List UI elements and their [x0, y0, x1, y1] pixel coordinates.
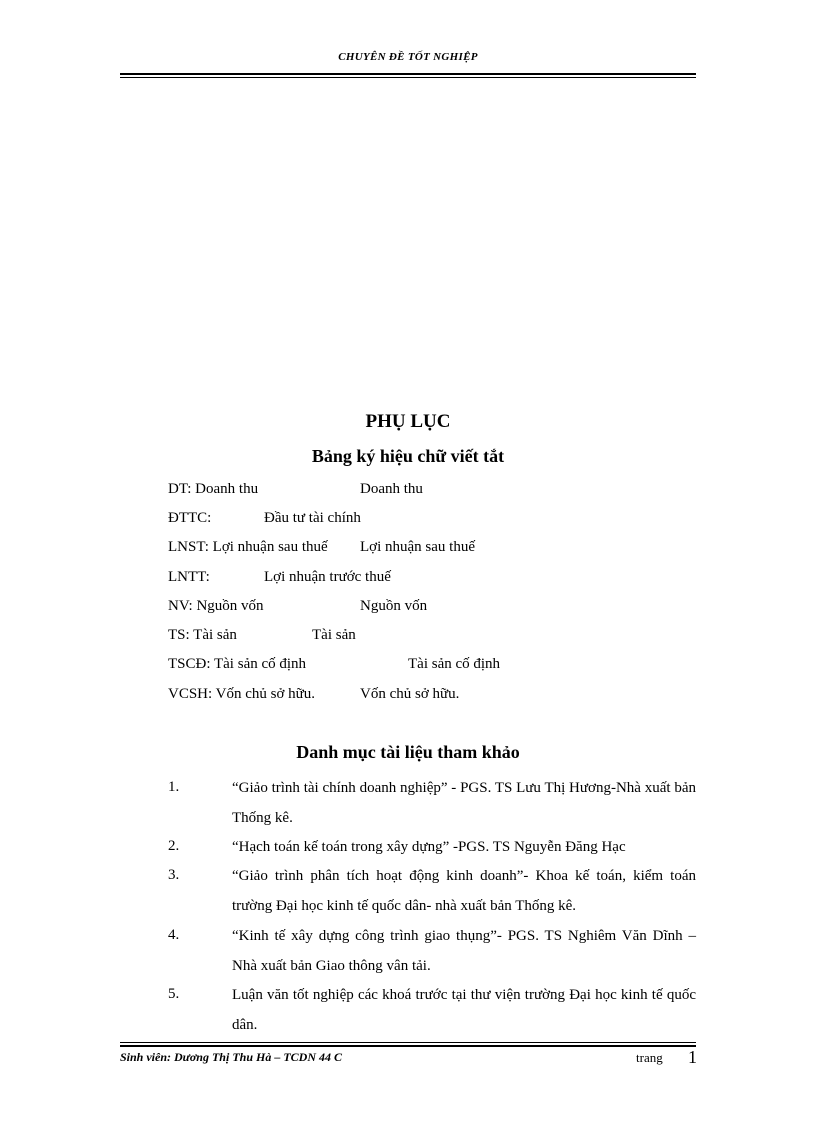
reference-number: 1. [168, 779, 180, 795]
reference-text: Luận văn tốt nghiệp các khoá trước tại thư viện trường Đại học kinh tế quốc dân. [232, 987, 696, 1033]
footer-rule-thin [120, 1042, 696, 1043]
reference-number: 4. [168, 927, 180, 943]
abbr-term: VCSH: Vốn chủ sở hữu. [168, 686, 316, 702]
abbr-term: ĐTTC: [168, 510, 212, 526]
footer-rule [120, 1045, 696, 1047]
reference-number: 5. [168, 986, 180, 1002]
abbreviations-title: Bảng ký hiệu chữ viết tắt [311, 446, 505, 466]
abbr-term: DT: Doanh thu [168, 481, 259, 497]
reference-text: “Giảo trình phân tích hoạt động kinh doanh”- Khoa kế toán, kiểm toán trường Đại học kinh tế quốc dân- nhà xuất bản Thống kê. [232, 868, 696, 914]
reference-text: “Kinh tế xây dựng công trình giao thụng”- PGS. TS Nghiêm Văn Dĩnh – Nhà xuất bản Giao thông vân tải. [232, 928, 696, 974]
reference-text: “Hạch toán kế toán trong xây dựng” -PGS. TS Nguyễn Đăng Hạc [232, 839, 626, 855]
page-header: CHUYÊN ĐỀ TỐT NGHIỆP [338, 51, 478, 63]
reference-number: 3. [168, 867, 180, 883]
abbr-meaning: Lợi nhuận trước thuế [264, 569, 391, 585]
footer-author: Sinh viên: Dương Thị Thu Hà – TCDN 44 C [120, 1050, 342, 1064]
abbr-meaning: Đầu tư tài chính [264, 510, 361, 526]
abbr-meaning: Doanh thu [360, 481, 423, 497]
abbr-meaning: Tài sản [312, 627, 356, 643]
abbr-term: TSCĐ: Tài sản cố định [168, 656, 307, 672]
abbr-meaning: Tài sản cố định [408, 656, 501, 672]
header-rule [120, 73, 696, 75]
references-title: Danh mục tài liệu tham khảo [296, 742, 520, 762]
header-rule-thin [120, 77, 696, 78]
abbr-term: LNTT: [168, 569, 210, 585]
reference-text: “Giảo trình tài chính doanh nghiệp” - PGS. TS Lưu Thị Hương-Nhà xuất bản Thống kê. [232, 780, 696, 826]
abbr-meaning: Lợi nhuận sau thuế [360, 539, 475, 555]
footer-page-number: 1 [688, 1047, 697, 1067]
abbr-meaning: Nguồn vốn [360, 598, 428, 614]
abbr-meaning: Vốn chủ sở hữu. [360, 686, 460, 702]
abbr-term: TS: Tài sản [168, 627, 237, 643]
abbr-term: NV: Nguồn vốn [168, 598, 264, 614]
appendix-title: PHỤ LỤC [365, 411, 451, 432]
reference-number: 2. [168, 838, 180, 854]
abbr-term: LNST: Lợi nhuận sau thuế [168, 539, 328, 555]
footer-page-label: trang [636, 1050, 663, 1065]
